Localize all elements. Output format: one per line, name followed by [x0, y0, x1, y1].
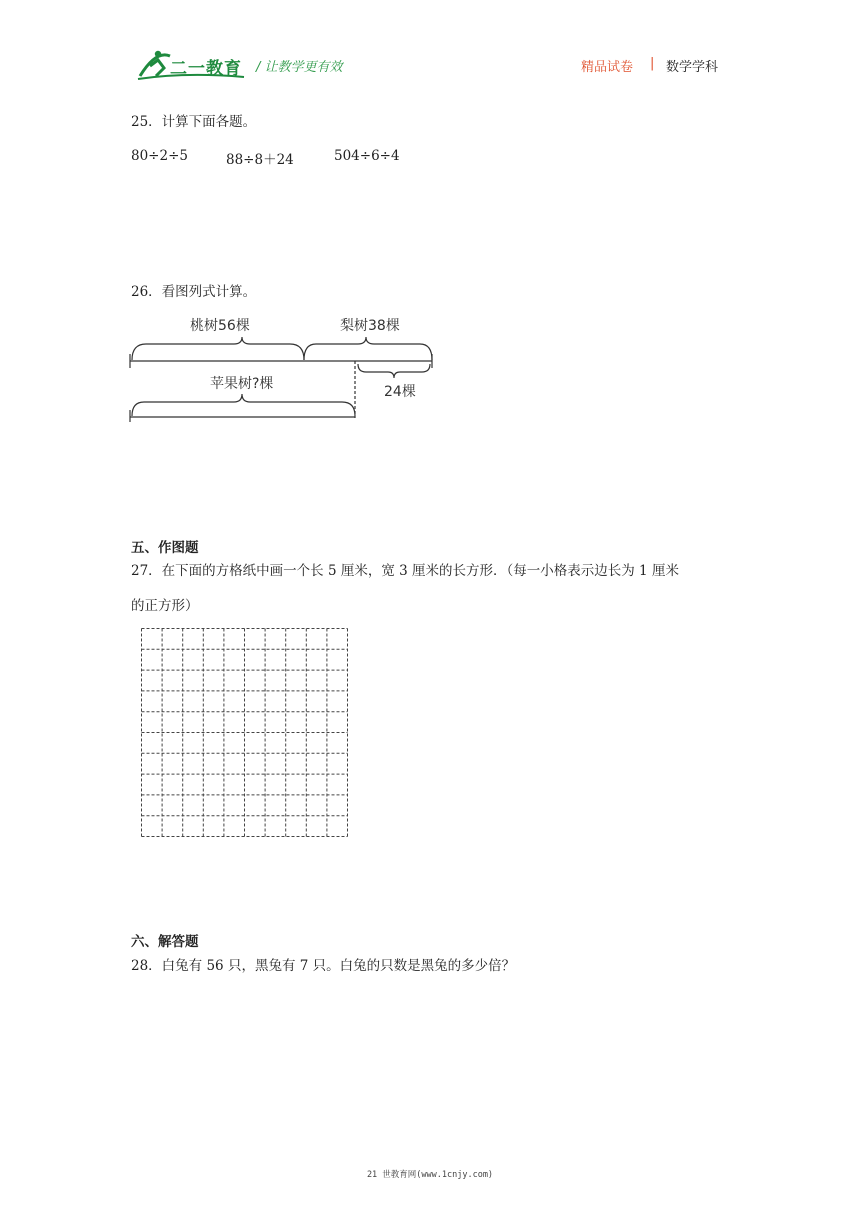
section6-title: 六、解答题 — [131, 934, 199, 950]
section5-title: 五、作图题 — [131, 540, 199, 556]
header-subject: 数学学科 — [666, 60, 719, 75]
q27-line2: 的正方形） — [131, 598, 199, 614]
label-peach: 桃树56棵 — [190, 318, 250, 334]
q25-expression-1: 80÷2÷5 — [131, 148, 188, 164]
square-grid-paper[interactable] — [140, 627, 349, 838]
footer-text: 21 世教育网(www.1cnjy.com) — [366, 1170, 494, 1180]
label-diff: 24棵 — [384, 384, 416, 400]
line-segment-diagram — [126, 336, 438, 422]
brand-name: 二一教育 — [170, 59, 242, 79]
q28-text: 28．白兔有 56 只，黑兔有 7 只。白兔的只数是黑兔的多少倍？ — [131, 958, 516, 974]
q25-expression-3: 504÷6÷4 — [334, 148, 400, 164]
q26-title: 26．看图列式计算。 — [131, 284, 257, 300]
label-apple: 苹果树?棵 — [210, 376, 274, 392]
q27-line1: 27．在下面的方格纸中画一个长 5 厘米，宽 3 厘米的长方形．（每一小格表示边长为 1 厘米 — [131, 563, 679, 579]
header-separator: | — [650, 56, 655, 71]
label-pear: 梨树38棵 — [340, 318, 400, 334]
q25-expression-2: 88÷8＋24 — [226, 152, 294, 168]
q25-title: 25．计算下面各题。 — [131, 114, 257, 130]
header-tag: 精品试卷 — [581, 60, 634, 75]
brand-slogan: / 让教学更有效 — [256, 60, 343, 75]
